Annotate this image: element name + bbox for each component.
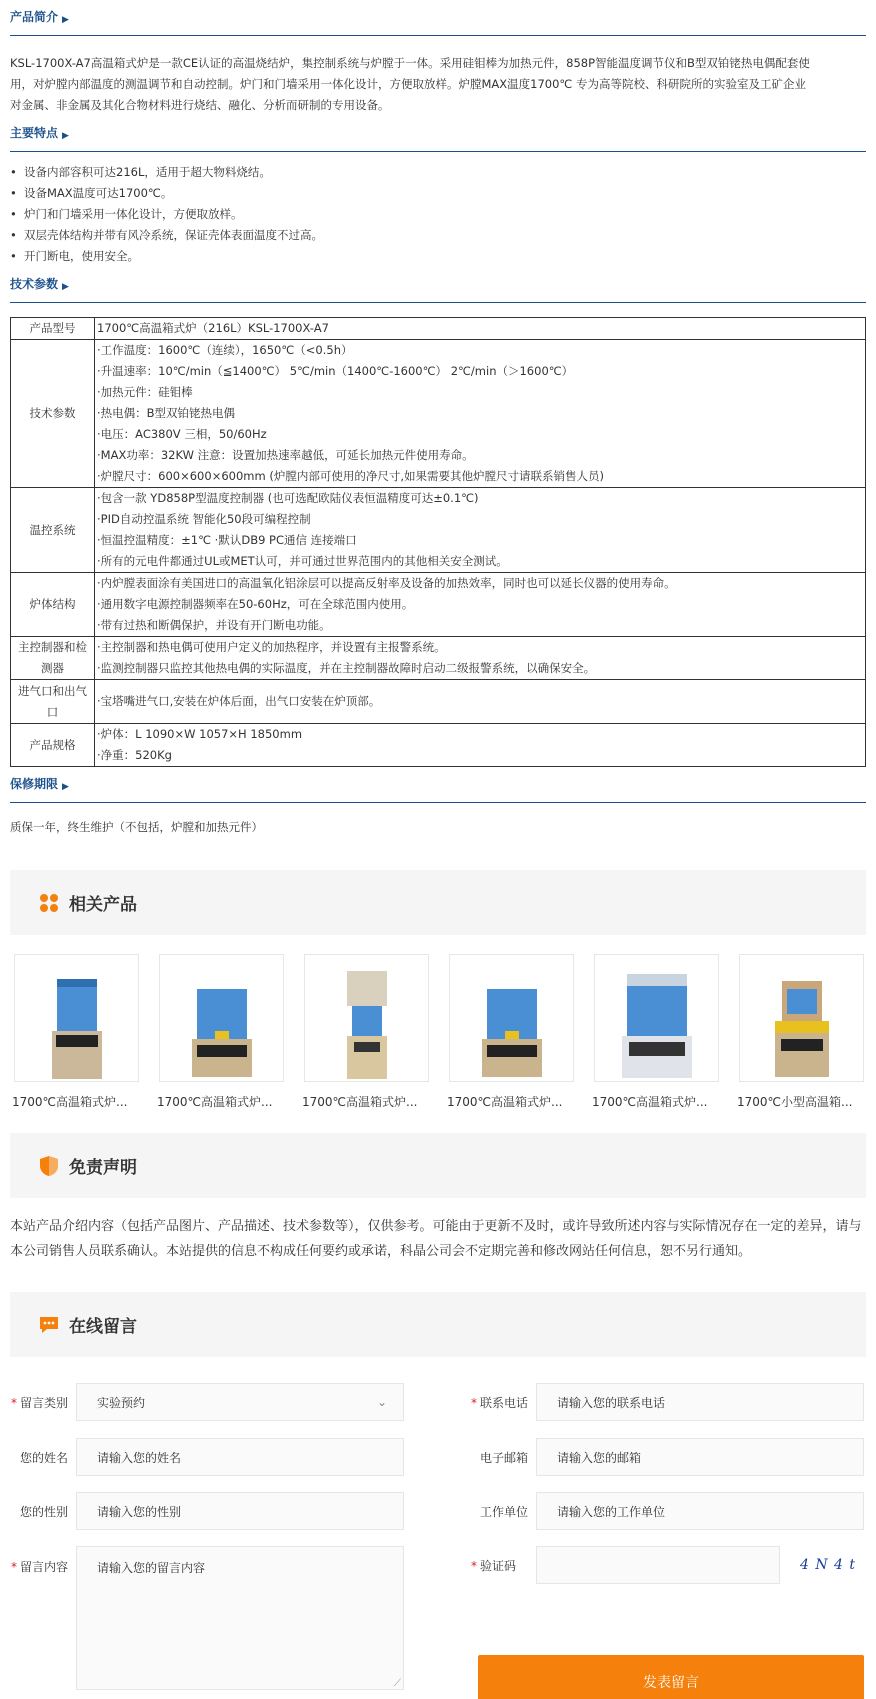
section-title-warranty: 保修期限: [10, 777, 59, 791]
table-row: [11, 573, 866, 637]
related-products-header: [10, 870, 866, 935]
table-cell-value: ·主控制器和热电偶可使用户定义的加热程序，并设置有主报警系统。 ·监测控制器只监控其他热电偶的实际温度，并在主控制器故障时启动二级报警系统，以确保安全。: [95, 637, 866, 680]
table-cell-key: 产品型号: [11, 318, 95, 340]
chevron-down-icon: ⌄: [376, 1395, 387, 1409]
triangle-right-icon: ▶: [62, 782, 69, 792]
product-image[interactable]: [739, 954, 864, 1082]
type-select[interactable]: 实验预约 ⌄: [76, 1383, 404, 1421]
bullet-icon: •: [10, 186, 17, 200]
message-header: [10, 1292, 866, 1357]
section-title-features: 主要特点: [10, 126, 59, 140]
product-card[interactable]: [739, 954, 864, 1110]
section-title-intro: 产品简介: [10, 10, 59, 24]
table-cell-key: 进气口和出气口: [11, 680, 95, 724]
product-image[interactable]: [304, 954, 429, 1082]
product-card[interactable]: [449, 954, 574, 1110]
form-row-phone: [466, 1383, 864, 1421]
product-name[interactable]: 1700℃小型高温箱...: [737, 1095, 853, 1109]
phone-input[interactable]: 请输入您的联系电话: [536, 1383, 864, 1421]
triangle-right-icon: ▶: [62, 131, 69, 141]
type-label: * 留言类别: [10, 1395, 68, 1410]
product-name[interactable]: 1700℃高温箱式炉...: [302, 1095, 418, 1109]
section-header-params: [10, 267, 866, 303]
shield-icon: [38, 1155, 60, 1177]
bullet-icon: •: [10, 249, 17, 263]
table-cell-key: 技术参数: [11, 340, 95, 488]
form-row-captcha: [466, 1546, 860, 1584]
gender-label: 您的性别: [19, 1504, 68, 1519]
name-input[interactable]: 请输入您的姓名: [76, 1438, 404, 1476]
list-item: • 设备内部容积可达216L，适用于超大物料烧结。: [10, 162, 866, 183]
product-name[interactable]: 1700℃高温箱式炉...: [592, 1095, 708, 1109]
bullet-icon: •: [10, 165, 17, 179]
product-name[interactable]: 1700℃高温箱式炉...: [447, 1095, 563, 1109]
captcha-image[interactable]: 4 N 4 t: [800, 1557, 857, 1573]
product-name[interactable]: 1700℃高温箱式炉...: [157, 1095, 273, 1109]
warranty-text: 质保一年，终生维护（不包括，炉膛和加热元件）: [10, 820, 263, 834]
disclaimer-text: 本站产品介绍内容（包括产品图片、产品描述、技术参数等），仅供参考。可能由于更新不及时，或许导致所述内容与实际情况存在一定的差异，请与本公司销售人员联系确认。本站提供的信息不构成任何要约或承诺，科晶公司会不定期完善和修改网站任何信息，恕不另行通知。: [10, 1219, 862, 1259]
product-card[interactable]: [159, 954, 284, 1110]
message-title: 在线留言: [69, 1317, 137, 1337]
params-table: [10, 317, 866, 767]
table-row: [11, 724, 866, 767]
triangle-right-icon: ▶: [62, 15, 69, 25]
table-row: [11, 488, 866, 573]
product-image[interactable]: [594, 954, 719, 1082]
captcha-input[interactable]: [536, 1546, 780, 1584]
product-card[interactable]: [594, 954, 719, 1110]
phone-label: * 联系电话: [470, 1395, 528, 1410]
table-cell-value: ·工作温度：1600℃（连续），1650℃（<0.5h） ·升温速率：10℃/min（≦1400℃） 5℃/min（1400℃-1600℃） 2℃/min（＞1600℃） ·加热元件：硅钼棒 ·热电偶：B型双铂铑热电偶 ·电压：AC380V 三相，50/60Hz ·MAX功率：32KW 注意：设置加热速率越低，可延长加热元件使用寿命。 ·炉膛尺寸：600×600×600mm (炉膛内部可使用的净尺寸,如果需要其他炉膛尺寸请联系销售人员): [95, 340, 866, 488]
content-label: * 留言内容: [10, 1560, 68, 1574]
triangle-right-icon: ▶: [62, 282, 69, 292]
gender-input[interactable]: 请输入您的性别: [76, 1492, 404, 1530]
product-name[interactable]: 1700℃高温箱式炉...: [12, 1095, 128, 1109]
resize-handle-icon[interactable]: ⟋: [394, 1678, 401, 1689]
table-cell-value: ·内炉膛表面涂有美国进口的高温氧化铝涂层可以提高反射率及设备的加热效率，同时也可以延长仪器的使用寿命。 ·通用数字电源控制器频率在50-60Hz，可在全球范围内使用。 ·带有过热和断偶保护，并设有开门断电功能。: [95, 573, 866, 637]
form-row-type: [10, 1383, 404, 1421]
related-products-list: [0, 935, 876, 1110]
name-label: 您的姓名: [19, 1450, 68, 1465]
bullet-icon: •: [10, 207, 17, 221]
product-image[interactable]: [449, 954, 574, 1082]
list-item: • 设备MAX温度可达1700℃。: [10, 183, 866, 204]
submit-button[interactable]: 发表留言: [478, 1655, 864, 1699]
intro-line: 用，对炉膛内部温度的测温调节和自动控制。炉门和门墙采用一体化设计，方便取放样。炉膛MAX温度1700℃ 专为高等院校、科研院所的实验室及工矿企业: [10, 77, 806, 91]
table-cell-value: ·宝塔嘴进气口,安装在炉体后面，出气口安装在炉顶部。: [95, 680, 866, 724]
form-row-content: [10, 1546, 404, 1690]
table-row: [11, 637, 866, 680]
grid-icon: [38, 892, 60, 914]
form-row-email: [466, 1438, 864, 1476]
section-header-warranty: [10, 767, 866, 803]
captcha-label: * 验证码: [470, 1558, 516, 1573]
form-row-company: [466, 1492, 864, 1530]
table-cell-key: 温控系统: [11, 488, 95, 573]
section-header-intro: [10, 0, 866, 36]
table-cell-value: ·炉体：L 1090×W 1057×H 1850mm ·净重：520Kg: [95, 724, 866, 767]
table-cell-value: 1700℃高温箱式炉（216L）KSL-1700X-A7: [95, 318, 866, 340]
product-image[interactable]: [14, 954, 139, 1082]
intro-line: KSL-1700X-A7高温箱式炉是一款CE认证的高温烧结炉，集控制系统与炉膛于一体。采用硅钼棒为加热元件，858P智能温度调节仪和B型双铂铑热电偶配套使: [10, 56, 810, 70]
message-form: [0, 1357, 876, 1691]
table-cell-key: 产品规格: [11, 724, 95, 767]
table-row: [11, 680, 866, 724]
chat-icon: [38, 1314, 60, 1336]
section-header-features: [10, 116, 866, 152]
form-row-name: [10, 1438, 404, 1476]
bullet-icon: •: [10, 228, 17, 242]
section-title-params: 技术参数: [10, 277, 59, 291]
features-list: [0, 152, 876, 267]
email-input[interactable]: 请输入您的邮箱: [536, 1438, 864, 1476]
email-label: 电子邮箱: [479, 1450, 528, 1465]
product-image[interactable]: [159, 954, 284, 1082]
table-cell-key: 主控制器和检测器: [11, 637, 95, 680]
table-row: [11, 318, 866, 340]
list-item: • 炉门和门墙采用一体化设计，方便取放样。: [10, 204, 866, 225]
table-cell-value: ·包含一款 YD858P型温度控制器 (也可选配欧陆仪表恒温精度可达±0.1℃) ·PID自动控温系统 智能化50段可编程控制 ·恒温控温精度：±1℃ ·默认DB9 PC通信 连接端口 ·所有的元电件都通过UL或MET认可，并可通过世界范围内的其他相关安全测试。: [95, 488, 866, 573]
company-input[interactable]: 请输入您的工作单位: [536, 1492, 864, 1530]
disclaimer-header: [10, 1133, 866, 1198]
company-label: 工作单位: [479, 1504, 528, 1519]
disclaimer-title: 免责声明: [69, 1158, 137, 1178]
intro-line: 对金属、非金属及其化合物材料进行烧结、融化、分析而研制的专用设备。: [10, 98, 390, 112]
form-row-gender: [10, 1492, 404, 1530]
list-item: • 开门断电，使用安全。: [10, 246, 866, 267]
table-row: [11, 340, 866, 488]
product-card[interactable]: [14, 954, 139, 1110]
content-textarea[interactable]: 请输入您的留言内容 ⟋: [76, 1546, 404, 1690]
list-item: • 双层壳体结构并带有风冷系统，保证壳体表面温度不过高。: [10, 225, 866, 246]
table-cell-key: 炉体结构: [11, 573, 95, 637]
product-card[interactable]: [304, 954, 429, 1110]
intro-text: [0, 36, 876, 116]
related-products-title: 相关产品: [69, 895, 137, 915]
